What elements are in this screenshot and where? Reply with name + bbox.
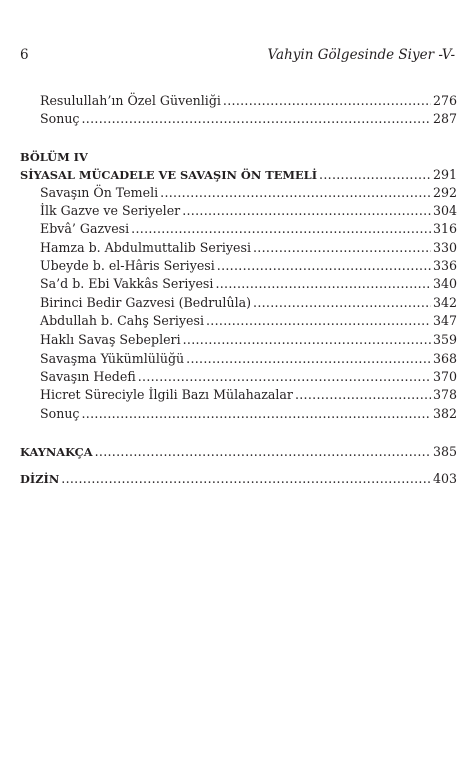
toc-entry xyxy=(40,368,457,386)
toc-entry xyxy=(40,202,457,220)
toc-entry-title: Resulullah’ın Özel Güvenliği xyxy=(40,93,221,108)
toc-entry-page: 368 xyxy=(432,351,457,366)
toc-row xyxy=(0,110,471,128)
toc-entry-page: 292 xyxy=(432,185,457,200)
toc-leader-dots xyxy=(61,470,431,488)
toc-entry-page: 316 xyxy=(432,221,457,236)
toc-entry-page: 385 xyxy=(432,444,457,459)
toc-row xyxy=(0,294,471,312)
toc-entry-title: Ebvâ’ Gazvesi xyxy=(40,221,130,236)
toc-leader-dots xyxy=(253,294,431,312)
toc-entry xyxy=(40,405,457,423)
toc-entry xyxy=(40,386,457,404)
part-page: 291 xyxy=(432,167,457,182)
toc-entry xyxy=(40,312,457,330)
toc-entry-title: Hamza b. Abdulmuttalib Seriyesi xyxy=(40,240,251,255)
toc-entry-page: 340 xyxy=(432,276,457,291)
toc-row xyxy=(0,368,471,386)
toc-entry-title: KAYNAKÇA xyxy=(20,445,93,459)
toc-row xyxy=(0,350,471,368)
toc-entry-page: 403 xyxy=(432,471,457,486)
toc-leader-dots xyxy=(253,239,431,257)
toc-entry-page: 287 xyxy=(432,111,457,126)
toc-leader-dots xyxy=(217,257,431,275)
toc-entry-title: Hicret Süreciyle İlgili Bazı Mülahazalar xyxy=(40,387,293,402)
toc-entry-page: 359 xyxy=(432,332,457,347)
toc-entry xyxy=(40,184,457,202)
toc-entry xyxy=(40,239,457,257)
toc-leader-dots xyxy=(295,386,431,404)
toc-entry-title: Sonuç xyxy=(40,111,80,126)
part-title: SİYASAL MÜCADELE VE SAVAŞIN ÖN TEMELİ xyxy=(20,168,318,182)
toc-leader-dots xyxy=(223,92,431,110)
toc-entry-page: 378 xyxy=(432,387,457,402)
toc-leader-dots xyxy=(182,202,431,220)
toc-leader-dots xyxy=(319,166,431,184)
toc-entry-page: 370 xyxy=(432,369,457,384)
toc-entry xyxy=(40,294,457,312)
toc-entry-title: Savaşın Ön Temeli xyxy=(40,185,159,200)
toc-entry-page: 276 xyxy=(432,93,457,108)
toc-row xyxy=(0,92,471,110)
toc-row xyxy=(0,239,471,257)
toc-entry-title: Abdullah b. Cahş Seriyesi xyxy=(40,313,204,328)
toc-entry xyxy=(40,110,457,128)
toc-entry-title: Sonuç xyxy=(40,406,80,421)
toc-entry-title: Ubeyde b. el-Hâris Seriyesi xyxy=(40,258,215,273)
part-title-row xyxy=(0,166,471,184)
toc-row xyxy=(0,443,471,461)
toc-entry-title: Haklı Savaş Sebepleri xyxy=(40,332,181,347)
toc-leader-dots xyxy=(95,443,431,461)
toc-row xyxy=(0,331,471,349)
toc-row xyxy=(0,275,471,293)
toc-leader-dots xyxy=(138,368,431,386)
part-title-entry xyxy=(20,166,457,184)
toc-leader-dots xyxy=(82,110,431,128)
toc-entry xyxy=(40,92,457,110)
toc-entry xyxy=(40,257,457,275)
toc-entry-title: Savaşma Yükümlülüğü xyxy=(40,351,185,366)
toc-row xyxy=(0,470,471,488)
toc-entry-page: 342 xyxy=(432,295,457,310)
toc-entry-title: Sa’d b. Ebi Vakkâs Seriyesi xyxy=(40,276,214,291)
toc-row xyxy=(0,312,471,330)
toc-entry xyxy=(40,350,457,368)
toc-entry-title: İlk Gazve ve Seriyeler xyxy=(40,203,181,218)
toc-entry-page: 330 xyxy=(432,240,457,255)
toc-leader-dots xyxy=(160,184,431,202)
toc-entry-page: 382 xyxy=(432,406,457,421)
toc-leader-dots xyxy=(206,312,431,330)
toc-leader-dots xyxy=(186,350,431,368)
part-label: BÖLÜM IV xyxy=(20,150,88,164)
toc-entry xyxy=(40,220,457,238)
toc-entry-bibliography xyxy=(20,443,457,461)
toc-entry xyxy=(40,275,457,293)
toc-entry xyxy=(40,331,457,349)
toc-row xyxy=(0,220,471,238)
toc-row xyxy=(0,405,471,423)
toc-entry-page: 347 xyxy=(432,313,457,328)
toc-row xyxy=(0,202,471,220)
toc-entry-index xyxy=(20,470,457,488)
running-head: Vahyin Gölgesinde Siyer -V- xyxy=(267,47,455,63)
page-number: 6 xyxy=(20,47,29,63)
toc-row xyxy=(0,386,471,404)
toc-entry-page: 304 xyxy=(432,203,457,218)
toc-row xyxy=(0,184,471,202)
toc-leader-dots xyxy=(131,220,431,238)
toc-leader-dots xyxy=(215,275,431,293)
toc-entry-title: Birinci Bedir Gazvesi (Bedrulûla) xyxy=(40,295,252,310)
toc-entry-page: 336 xyxy=(432,258,457,273)
toc-row xyxy=(0,257,471,275)
toc-entry-title: Savaşın Hedefi xyxy=(40,369,136,384)
toc-leader-dots xyxy=(82,405,431,423)
toc-entry-title: DİZİN xyxy=(20,472,60,486)
toc-leader-dots xyxy=(183,331,431,349)
